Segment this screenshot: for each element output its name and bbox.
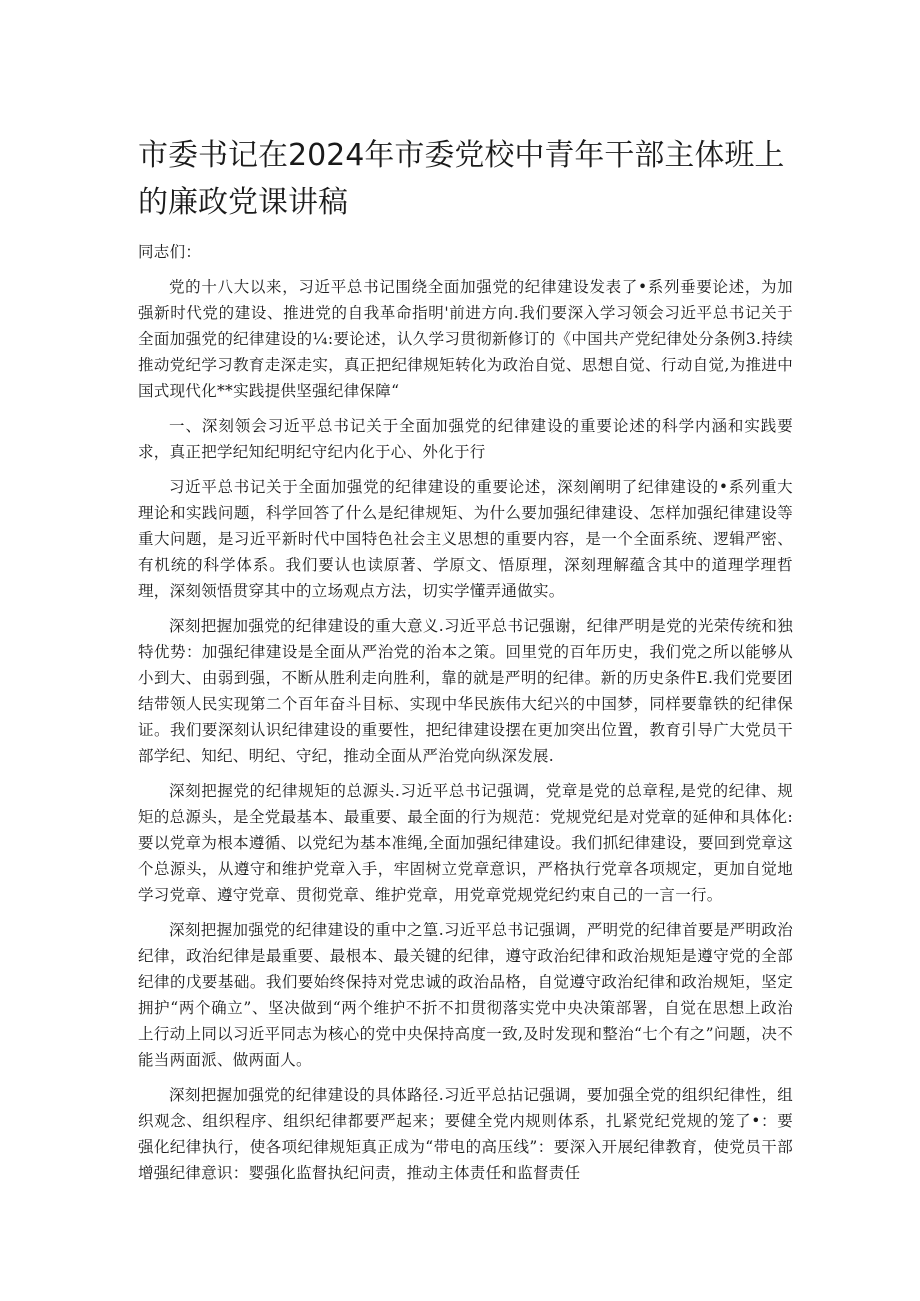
- paragraph: 深刻把握加强党的纪律建设的重中之篁.习近平总书记强调，严明党的纪律首要是严明政治纪律，政治纪律是最重要、最根本、最关键的纪律，遵守政治纪律和政治规矩是遵守党的全部纪律的戊要基础。我们要始终保持对党忠诚的政治品格，自觉遵守政治纪律和政治规矩，坚定拥护“两个确立”、坚决做到“两个维护不折不扣贯彻落实党中央决策部署，自觉在思想上政治上行动上同以习近平同志为核心的党中央保持高度一致,及时发现和整治“七个有之”问题，决不能当两面派、做两面人。: [138, 921, 793, 1069]
- paragraph-intro: 党的十八大以来，习近平总书记围绕全面加强党的纪律建设发表了•系列垂要论述，为加强新时代党的建设、推进党的自我革命指明'前进方向.我们要深入学习领会习近平总书记关于全面加强党的纪律建设的¼:要论述，认久学习贯彻新修订的《中国共产党纪律处分条例3.持续推动党纪学习教育走深走实，真正把纪律规矩转化为政治自觉、思想自觉、行动自觉,为推进中国式现代化**实践提供坚强纪律保障“: [138, 278, 793, 400]
- document-title: 市委书记在2024年市委党校中青年干部主体班上的廉政党课讲稿: [138, 138, 785, 220]
- paragraph: 深刻把握党的纪律规矩的总源头.习近平总书记强调，党章是党的总章程,是党的纪律、规矩的总源头，是全党最基本、最重要、最全面的行为规范：党规党纪是对党章的延伸和具体化:要以党章为根本遵循、以党纪为基本准绳,全面加强纪律建设。我们抓纪律建设，要回到党章这个总源头，从遵守和维护党章入手，牢固树立党章意识，严格执行党章各项规定，更加自觉地学习党章、遵守党章、贯彻党章、维护党章，用党章党规党纪约束自己的一言一行。: [138, 782, 793, 904]
- paragraph: 深刻把握加强党的纪律建设的重大意义.习近平总书记强谢，纪律严明是党的光荣传统和独特优势：加强纪律建设是全面从严治党的治本之策。回里党的百年历史，我们党之所以能够从小到大、由弱到强，不断从胜利走向胜利，靠的就是严明的纪律。新的历史条件E.我们党要团结带领人民实现第二个百年奋斗目标、实现中华民族伟大纪兴的中国梦，同样要靠铁的纪律保证。我们要深刻认识纪律建设的重要性，把纪律建设摆在更加突出位置，教育引导广大党员干部学纪、知纪、明纪、守纪，推动全面从严治党向纵深发展.: [138, 617, 793, 765]
- paragraph: 习近平总书记关于全面加强党的纪律建设的重要论述，深刻阐明了纪律建设的•系列重大理论和实践问题，科学回答了什么是纪律规矩、为什么要加强纪律建设、怎样加强纪律建设等重大问题，是习近平新时代中国特色社会主义思想的重要内容，是一个全面系统、逻辑严密、有机统的科学体系。我们要认也读原著、学原文、悟原理，深刻理解蕴含其中的道理学理哲理，深刻领悟贯穿其中的立场观点方法，切实学懂弄通做实。: [138, 478, 793, 600]
- paragraph: 深刻把握加强党的纪律建设的具体路径.习近平总拈记强调，要加强全党的组织纪律性，组织观念、组织程序、组织纪律都要严起来；要健全党内规则体系，扎紧党纪党规的笼了•：要强化纪律执行，使各项纪律规矩真正成为“带电的高压线”：要深入开展纪律教育，使党员干部增强纪律意识：婴强化监督执纪问责，推动主体责任和监督责任: [138, 1086, 793, 1182]
- greeting: 同志们：: [138, 243, 202, 261]
- document-body: [138, 239, 793, 1195]
- section-heading-1: 一、深刻领会习近平总书记关于全面加强党的纪律建设的重要论述的科学内涵和实践要求，真正把学纪知纪明纪守纪内化于心、外化于行: [138, 417, 793, 461]
